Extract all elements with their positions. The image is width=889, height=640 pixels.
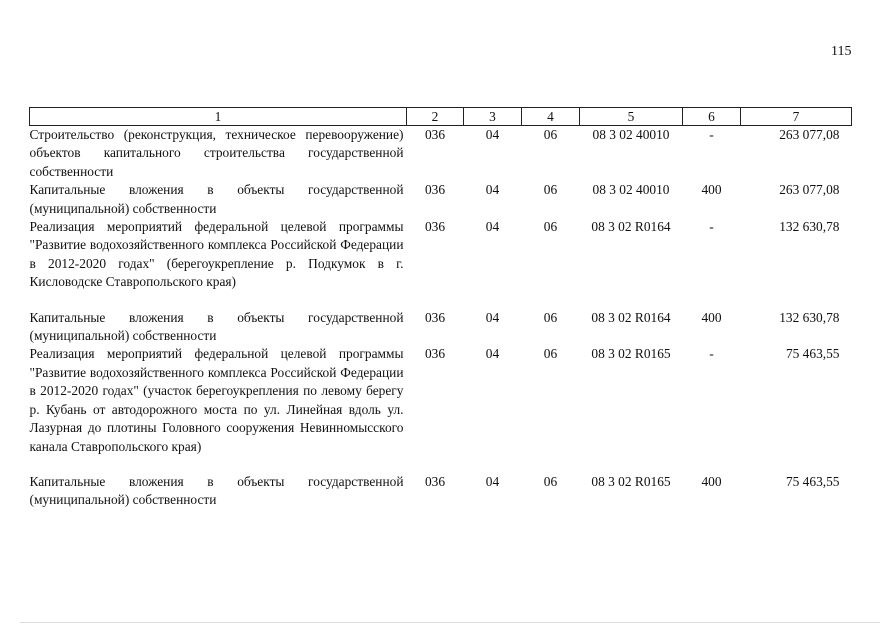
row-section-code: 04 [485,182,500,198]
row-amount: 263 077,08 [779,127,840,142]
row-subsection-code: 06 [543,473,558,489]
table-row [30,345,852,455]
row-section-code: 04 [485,473,500,489]
row-spacer-cell [30,292,852,309]
table-row [30,473,852,510]
column-header-7: 7 [741,108,852,126]
row-target-code: 08 3 02 R0164 [591,309,671,325]
row-ministry-code: 036 [424,473,446,489]
column-header-4: 4 [522,108,580,126]
column-header-6: 6 [683,108,741,126]
row-subsection-code: 06 [543,346,558,362]
row-section-code: 04 [485,346,500,362]
column-header-5: 5 [580,108,683,126]
scan-edge-line [20,622,880,623]
row-target-code: 08 3 02 40010 [592,182,670,198]
row-expense-type: - [709,219,714,235]
row-section-code: 04 [485,219,500,235]
page-number: 115 [831,44,852,59]
row-name: Капитальные вложения в объекты государственной (муниципальной) собственности [29,473,404,508]
row-name: Капитальные вложения в объекты государственной (муниципальной) собственности [29,309,404,344]
row-spacer [30,456,852,473]
row-amount: 132 630,78 [779,309,840,325]
budget-table [29,107,852,510]
row-section-code: 04 [485,309,500,325]
row-amount: 263 077,08 [779,182,840,198]
row-name: Капитальные вложения в объекты государственной (муниципальной) собственности [29,182,404,216]
row-amount: 132 630,78 [779,219,840,235]
row-expense-type: 400 [701,309,722,325]
row-name: Строительство (реконструкция, техническое перевооружение) объектов капитального строительства государственной собственности [29,127,404,179]
row-ministry-code: 036 [424,182,446,198]
row-ministry-code: 036 [424,127,446,142]
row-spacer-cell [30,456,852,473]
table-row [30,181,852,218]
column-header-1: 1 [30,108,407,126]
table-body [30,126,852,510]
row-target-code: 08 3 02 R0164 [591,219,671,235]
row-expense-type: 400 [701,473,722,489]
table-row [30,126,852,182]
row-amount: 75 463,55 [785,473,840,489]
table-row [30,309,852,346]
row-subsection-code: 06 [543,219,558,235]
row-expense-type: - [709,346,714,362]
row-spacer [30,292,852,309]
row-expense-type: - [709,127,714,142]
row-subsection-code: 06 [543,127,558,142]
row-target-code: 08 3 02 R0165 [591,473,671,489]
column-header-3: 3 [464,108,522,126]
row-name: Реализация мероприятий федеральной целевой программы "Развитие водохозяйственного комплекса Российской Федерации в 2012-2020 годах" (участок берегоукрепления по левому берегу р. Кубань от автодорожного моста по ул. Линейная вдоль ул. Лазурная до плотины Головного сооружения Невинномысского канала Ставропольского края) [29,346,404,454]
row-subsection-code: 06 [543,182,558,198]
row-target-code: 08 3 02 40010 [592,127,670,142]
header-row [30,108,852,126]
row-expense-type: 400 [701,182,722,198]
row-amount: 75 463,55 [785,346,840,362]
row-section-code: 04 [485,127,500,142]
table-row [30,218,852,292]
row-ministry-code: 036 [424,309,446,325]
column-header-2: 2 [407,108,464,126]
row-ministry-code: 036 [424,219,446,235]
row-name: Реализация мероприятий федеральной целевой программы "Развитие водохозяйственного комплекса Российской Федерации в 2012-2020 годах" (берегоукрепление р. Подкумок в г. Кисловодске Ставропольского края) [29,219,404,290]
row-ministry-code: 036 [424,346,446,362]
table-header [30,108,852,126]
row-target-code: 08 3 02 R0165 [591,346,671,362]
row-subsection-code: 06 [543,309,558,325]
